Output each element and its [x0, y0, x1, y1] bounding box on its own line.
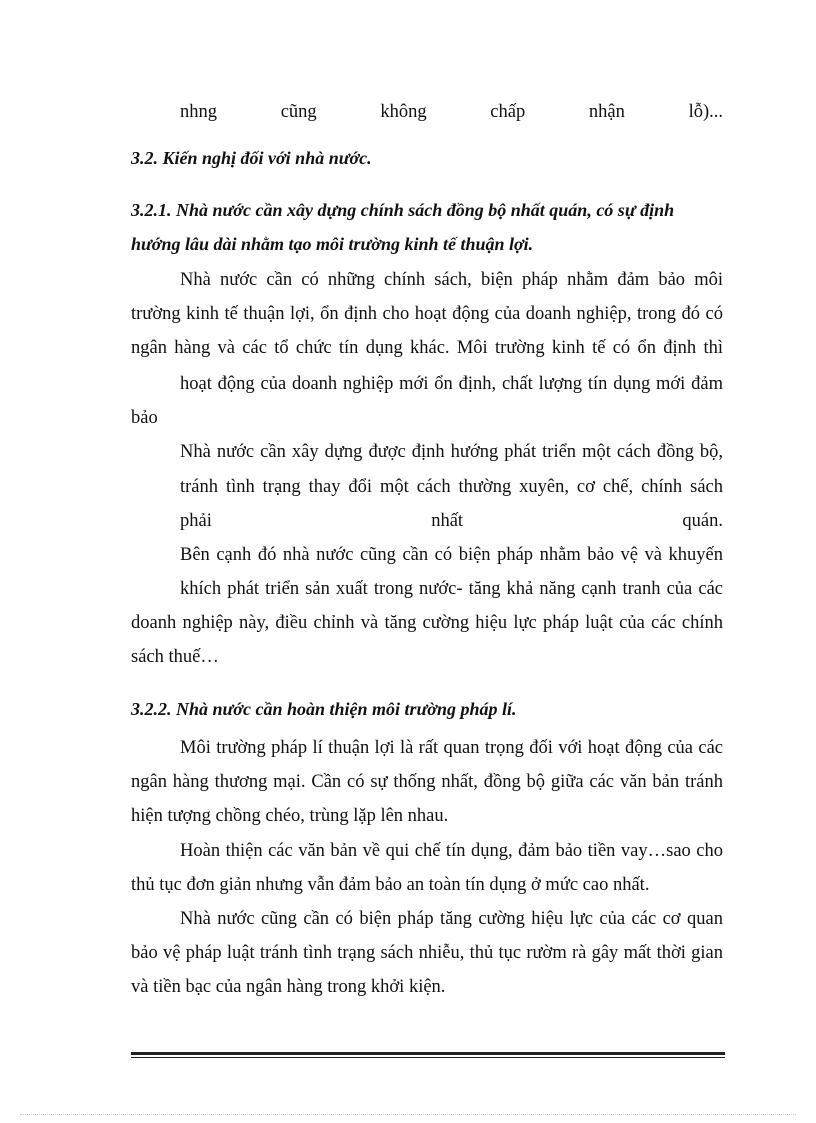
paragraph-line: trường kinh tế thuận lợi, ổn định cho hoạt động của doanh nghiệp, trong đó có [131, 304, 723, 324]
paragraph-line: Nhà nước cũng cần có biện pháp tăng cường hiệu lực của các cơ quan [180, 909, 723, 929]
section-heading-3-2-2: 3.2.2. Nhà nước cần hoàn thiện môi trường pháp lí. [131, 699, 517, 719]
paragraph-line: Bên cạnh đó nhà nước cũng cần có biện pháp nhằm bảo vệ và khuyến [180, 545, 723, 565]
paragraph-line: hoạt động của doanh nghiệp mới ổn định, chất lượng tín dụng mới đảm [180, 374, 723, 394]
paragraph-line: và tiền bạc của ngân hàng trong khởi kiện. [131, 977, 446, 997]
paragraph-line [180, 509, 723, 533]
word: quán. [682, 511, 723, 531]
word: nhng [180, 102, 217, 122]
footer-rule [131, 1052, 725, 1058]
text-line-continuation [180, 100, 723, 124]
paragraph-line: Nhà nước cần có những chính sách, biện pháp nhằm đảm bảo môi [180, 270, 723, 290]
paragraph-line: bảo [131, 408, 158, 428]
paragraph-line: Nhà nước cần xây dựng được định hướng phát triển một cách đồng bộ, [180, 442, 723, 462]
paragraph-line: doanh nghiệp này, điều chỉnh và tăng cường hiệu lực pháp luật của các chính [131, 613, 723, 633]
paragraph-line: ngân hàng thương mại. Cần có sự thống nhất, đồng bộ giữa các văn bản tránh [131, 772, 723, 792]
word: phải [180, 511, 212, 531]
section-heading-3-2: 3.2. Kiến nghị đối với nhà nước. [131, 148, 372, 168]
paragraph-line: bảo vệ pháp luật tránh tình trạng sách nhiễu, thủ tục rườm rà gây mất thời gian [131, 943, 723, 963]
paragraph-line: ngân hàng và các tổ chức tín dụng khác. Môi trường kinh tế có ổn định thì [131, 338, 723, 358]
section-heading-3-2-1-line2: hướng lâu dài nhằm tạo môi trường kinh tế thuận lợi. [131, 234, 534, 254]
paragraph-line: Hoàn thiện các văn bản về qui chế tín dụng, đảm bảo tiền vay…sao cho [180, 841, 723, 861]
word: lỗ)... [688, 102, 723, 122]
paragraph-line: sách thuế… [131, 647, 219, 667]
word: không [380, 102, 427, 122]
paragraph-line: Môi trường pháp lí thuận lợi là rất quan trọng đối với hoạt động của các [180, 738, 723, 758]
word: nhận [588, 102, 625, 122]
word: cũng [280, 102, 317, 122]
page-border-dots [20, 1114, 796, 1115]
word: nhất [431, 511, 464, 531]
paragraph-line: hiện tượng chồng chéo, trùng lặp lên nhau. [131, 806, 449, 826]
paragraph-line: thủ tục đơn giản nhưng vẫn đảm bảo an toàn tín dụng ở mức cao nhất. [131, 875, 650, 895]
paragraph-line: khích phát triển sản xuất trong nước- tăng khả năng cạnh tranh của các [180, 579, 723, 599]
section-heading-3-2-1-line1: 3.2.1. Nhà nước cần xây dựng chính sách đồng bộ nhất quán, có sự định [131, 200, 675, 220]
word: chấp [490, 102, 526, 122]
paragraph-line: tránh tình trạng thay đổi một cách thường xuyên, cơ chế, chính sách [180, 477, 723, 497]
